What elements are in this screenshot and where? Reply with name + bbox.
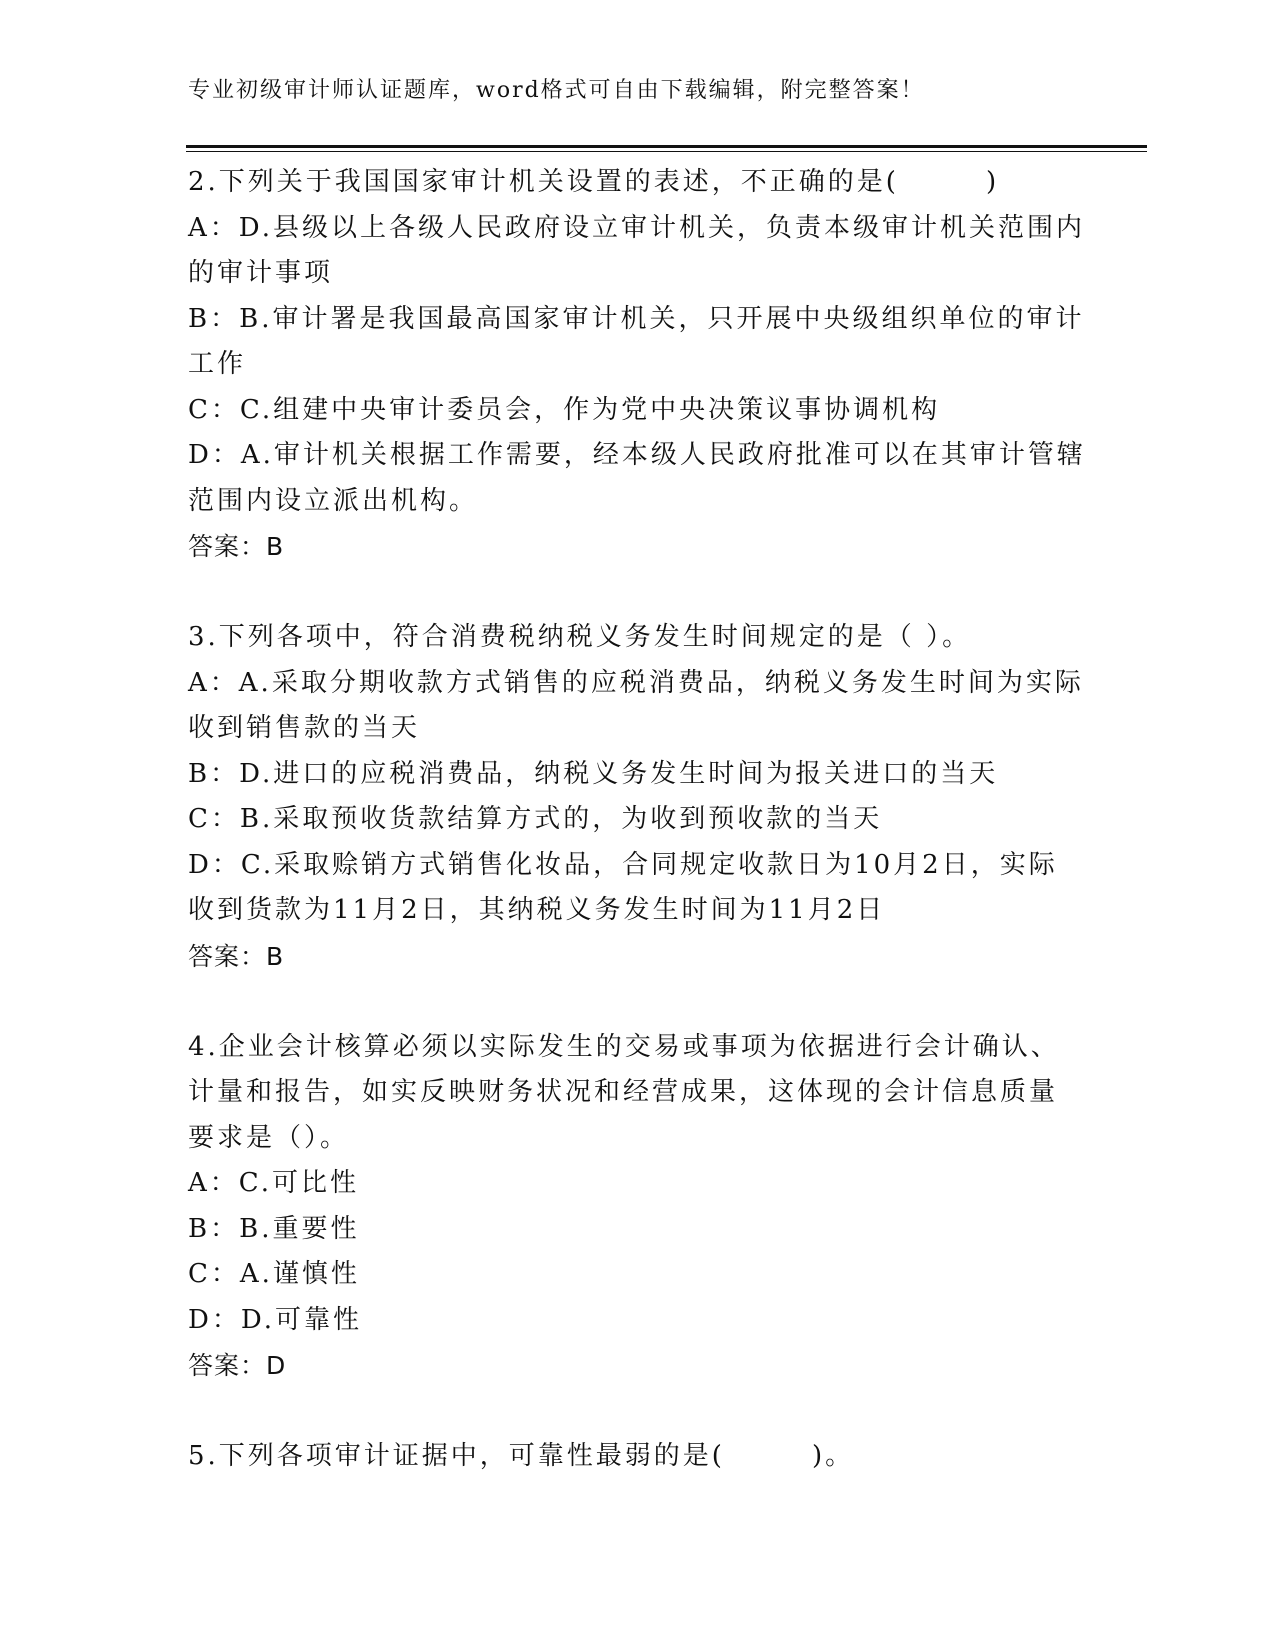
option-line: 工作	[188, 349, 247, 379]
question-stem-line: 计量和报告，如实反映财务状况和经营成果，这体现的会计信息质量	[188, 1077, 1059, 1107]
option-line: A：A.采取分期收款方式销售的应税消费品，纳税义务发生时间为实际	[188, 667, 1084, 698]
question-stem-line: 4.企业会计核算必须以实际发生的交易或事项为依据进行会计确认、	[188, 1031, 1060, 1062]
question-spacer	[188, 1389, 1088, 1435]
option-line: 收到销售款的当天	[188, 713, 421, 743]
option-line: C：B.采取预收货款结算方式的，为收到预收款的当天	[188, 804, 883, 834]
header-note: 专业初级审计师认证题库，word格式可自由下载编辑，附完整答案！	[188, 78, 925, 103]
header-rule-thin	[186, 151, 1147, 152]
option-line: C：A.谨慎性	[188, 1259, 360, 1289]
option-line: D：D.可靠性	[188, 1304, 363, 1335]
answer-line: 答案：D	[188, 1351, 287, 1380]
question-block	[188, 1025, 1088, 1389]
answer-line: 答案：B	[188, 941, 285, 971]
question-stem-line: 要求是（）。	[188, 1122, 350, 1153]
option-line: 收到货款为11月2日，其纳税义务发生时间为11月2日	[188, 895, 886, 925]
option-line: 的审计事项	[188, 258, 334, 288]
option-line: B：D.进口的应税消费品，纳税义务发生时间为报关进口的当天	[188, 758, 999, 789]
question-spacer	[188, 570, 1088, 616]
question-block	[188, 1434, 1088, 1480]
option-line: A：D.县级以上各级人民政府设立审计机关，负责本级审计机关范围内	[188, 212, 1085, 243]
option-line: B：B.审计署是我国最高国家审计机关，只开展中央级组织单位的审计	[188, 303, 1085, 334]
answer-line: 答案：B	[188, 532, 285, 561]
question-block	[188, 160, 1088, 570]
option-line: D：C.采取赊销方式销售化妆品，合同规定收款日为10月2日，实际	[188, 849, 1058, 880]
question-stem-line: 3.下列各项中，符合消费税纳税义务发生时间规定的是（ ）。	[188, 622, 972, 652]
question-stem-line: 2.下列关于我国国家审计机关设置的表述，不正确的是( )	[188, 167, 1000, 197]
option-line: 范围内设立派出机构。	[188, 485, 479, 516]
question-stem-line: 5.下列各项审计证据中，可靠性最弱的是( )。	[188, 1441, 855, 1471]
option-line: C：C.组建中央审计委员会，作为党中央决策议事协调机构	[188, 394, 941, 425]
option-line: A：C.可比性	[188, 1168, 360, 1198]
question-block	[188, 615, 1088, 979]
option-line: B：B.重要性	[188, 1213, 360, 1244]
question-list	[188, 160, 1088, 1480]
question-spacer	[188, 979, 1088, 1025]
option-line: D：A.审计机关根据工作需要，经本级人民政府批准可以在其审计管辖	[188, 440, 1086, 470]
header-rule-thick	[186, 145, 1147, 148]
